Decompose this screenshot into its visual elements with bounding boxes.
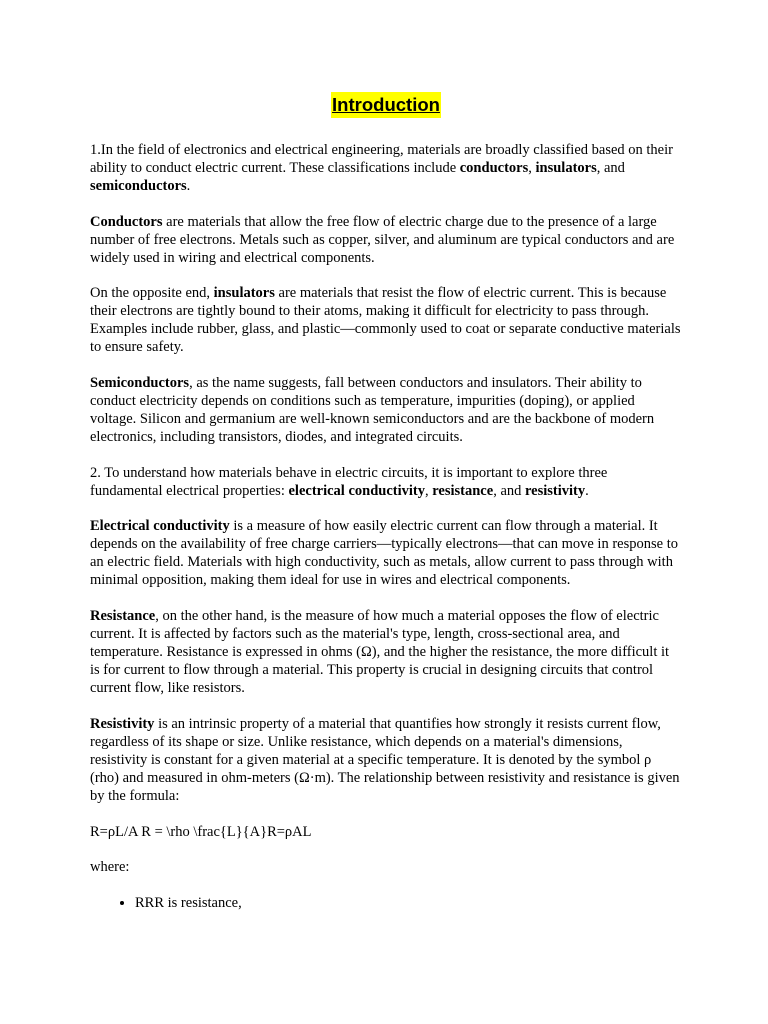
paragraph-insulators xyxy=(90,284,682,356)
paragraph-resistance xyxy=(90,607,682,697)
document-page xyxy=(90,92,682,912)
text-span: . xyxy=(585,482,589,499)
term-resistivity: Resistivity xyxy=(90,715,155,732)
term-electrical-conductivity: electrical conductivity xyxy=(288,482,425,499)
term-conductors: Conductors xyxy=(90,213,163,230)
list-item: • RRR is resistance, xyxy=(135,894,682,912)
text-span: are materials that allow the free flow of electric charge due to the presence of a large number of free electrons. Metals such as copper, silver, and aluminum are typical conductors and are widely used in wiring and electrical components. xyxy=(90,213,675,266)
title-wrap xyxy=(90,92,682,120)
text-span: is a measure of how easily electric current can flow through a material. It depends on the availability of free charge carriers—typically electrons—that can move in response to an electric field. Materials with high conductivity, such as metals, allow current to pass through with minimal opposition, making them ideal for use in wires and electrical components. xyxy=(90,518,678,589)
paragraph-conductivity xyxy=(90,517,682,589)
term-semiconductors: Semiconductors xyxy=(90,375,190,392)
paragraph-conductors xyxy=(90,213,682,267)
where-label: where: xyxy=(90,859,130,876)
formula: R=ρL/A R = \rho \frac{L}{A}R=ρAL xyxy=(90,823,312,840)
text-span: . xyxy=(186,178,191,194)
text-span: 2. To understand how materials behave in electric circuits, it is important to explore three fundamental electrical properties: xyxy=(90,464,608,499)
term-resistivity: resistivity xyxy=(525,482,586,499)
text-span: , xyxy=(528,160,536,176)
variable-list xyxy=(90,894,682,912)
text-span: 1.In the field of electronics and electrical engineering, materials are broadly classified based on their ability to conduct electric current. These classifications include xyxy=(90,142,673,176)
page-title: Introduction xyxy=(331,92,441,118)
term-semiconductors: semiconductors xyxy=(90,178,187,194)
paragraph-resistivity xyxy=(90,715,682,805)
paragraph-classification xyxy=(90,141,682,195)
text-span: , on the other hand, is the measure of how much a material opposes the flow of electric current. It is affected by factors such as the material's type, length, cross-sectional area, and temperature. Resistance is expressed in ohms (Ω), and the higher the resistance, the more difficult it is for current to flow through a material. This property is crucial in designing circuits that control current flow, like resistors. xyxy=(90,608,670,697)
term-conductors: conductors xyxy=(459,160,529,176)
text-span: On the opposite end, xyxy=(90,285,214,302)
text-span: , and xyxy=(493,482,525,499)
term-resistance: Resistance xyxy=(90,608,156,625)
term-electrical-conductivity: Electrical conductivity xyxy=(90,518,230,535)
text-span: , and xyxy=(596,160,625,176)
term-resistance: resistance xyxy=(432,482,494,499)
term-insulators: insulators xyxy=(535,160,597,176)
text-span: , as the name suggests, fall between conductors and insulators. Their ability to conduct electricity depends on conditions such as temperature, impurities (doping), or applied voltage. Silicon and germanium are well-known semiconductors and are the backbone of modern electronics, including transistors, diodes, and integrated circuits. xyxy=(90,375,655,446)
text-span: is an intrinsic property of a material that quantifies how strongly it resists current flow, regardless of its shape or size. Unlike resistance, which depends on a material's dimensions, resistivity is constant for a given material at a specific temperature. It is denoted by the symbol ρ (rho) and measured in ohm-meters (Ω·m). The relationship between resistivity and resistance is given by the formula: xyxy=(90,715,680,804)
paragraph-properties xyxy=(90,464,682,500)
text-span: are materials that resist the flow of electric current. This is because their electrons are tightly bound to their atoms, making it difficult for electricity to pass through. Examples include rubber, glass, and plastic—commonly used to coat or separate conductive materials to ensure safety. xyxy=(90,285,681,356)
paragraph-semiconductors xyxy=(90,374,682,446)
text-span: , xyxy=(424,482,433,499)
term-insulators: insulators xyxy=(213,285,275,302)
